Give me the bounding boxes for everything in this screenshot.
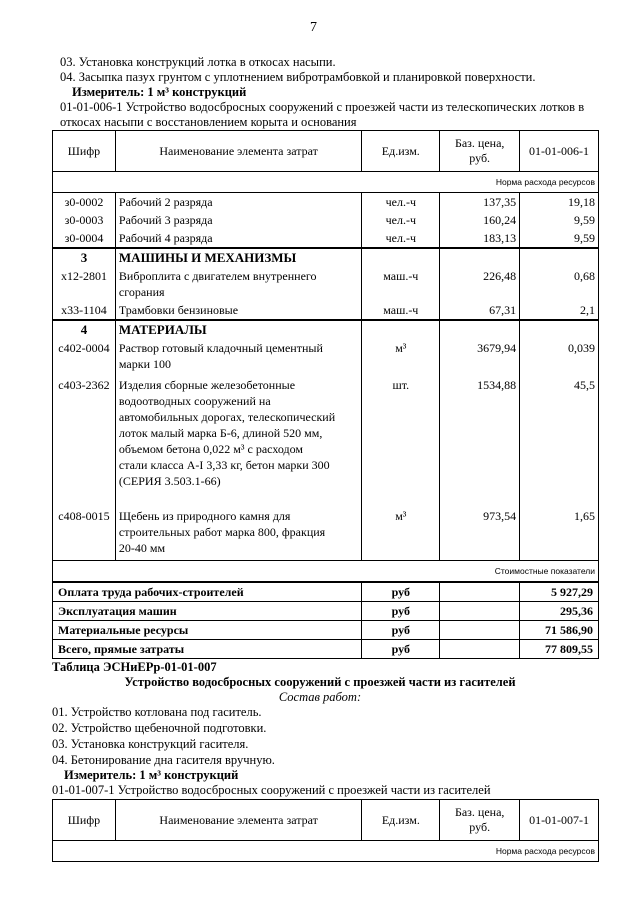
table-row: с402-0004 Раствор готовый кладочный цементный марки 100 м³ 3679,94 0,039	[53, 339, 599, 373]
table-row: з0-0003 Рабочий 3 разряда чел.-ч 160,24 9,59	[53, 211, 599, 229]
resource-table-1	[52, 130, 599, 659]
table-header	[53, 131, 599, 172]
total-row: Оплата труда рабочих-строителей руб 5 927,29	[53, 582, 599, 602]
header-price: Баз. цена, руб.	[440, 131, 520, 172]
table-header	[53, 800, 599, 841]
measure-unit-2: Измеритель: 1 м³ конструкций	[64, 768, 239, 782]
total-row: Эксплуатация машин руб 295,36	[53, 602, 599, 621]
page-number: 7	[310, 20, 317, 35]
resource-table-2	[52, 799, 599, 862]
table-row: с408-0015 Щебень из природного камня для строительных работ марка 800, фракция 20-40 мм м³ 973,54 1,65	[53, 490, 599, 561]
header-unit: Ед.изм.	[362, 800, 440, 841]
norm-label: Норма расхода ресурсов	[53, 841, 599, 862]
header-unit: Ед.изм.	[362, 131, 440, 172]
norm-description-line2: откосах насыпи с восстановлением корыта и основания	[60, 115, 357, 129]
header-norm: 01-01-007-1	[520, 800, 599, 841]
table2-title: Таблица ЭСНиЕРр-01-01-007	[52, 660, 217, 674]
works-label: Состав работ:	[278, 690, 362, 704]
table-row: з0-0004 Рабочий 4 разряда чел.-ч 183,13 9,59	[53, 229, 599, 248]
norm-description-2: 01-01-007-1 Устройство водосбросных сооружений с проезжей части из гасителей	[52, 783, 491, 797]
work-item: 03. Установка конструкций гасителя.	[52, 737, 249, 751]
work-item: 04. Бетонирование дна гасителя вручную.	[52, 753, 275, 767]
norm-description-line1: 01-01-006-1 Устройство водосбросных сооружений с проезжей части из телескопических лотков в	[60, 100, 585, 114]
table-row: х12-2801 Виброплита с двигателем внутреннего сгорания маш.-ч 226,48 0,68	[53, 267, 599, 301]
work-step-03: 03. Установка конструкций лотка в откосах насыпи.	[60, 55, 336, 69]
work-item: 01. Устройство котлована под гаситель.	[52, 705, 262, 719]
header-name: Наименование элемента затрат	[115, 131, 361, 172]
table-row: х33-1104 Трамбовки бензиновые маш.-ч 67,31 2,1	[53, 301, 599, 320]
section-machines: 3 МАШИНЫ И МЕХАНИЗМЫ	[53, 248, 599, 267]
table-row: з0-0002 Рабочий 2 разряда чел.-ч 137,35 19,18	[53, 193, 599, 212]
header-code: Шифр	[53, 800, 116, 841]
table2-heading: Устройство водосбросных сооружений с проезжей части из гасителей	[124, 675, 516, 689]
total-row: Материальные ресурсы руб 71 586,90	[53, 621, 599, 640]
work-item: 02. Устройство щебеночной подготовки.	[52, 721, 267, 735]
work-step-04: 04. Засыпка пазух грунтом с уплотнением вибротрамбовкой и планировкой поверхности.	[60, 70, 536, 84]
norm-label: Норма расхода ресурсов	[53, 172, 599, 193]
header-price: Баз. цена, руб.	[440, 800, 520, 841]
section-materials: 4 МАТЕРИАЛЫ	[53, 320, 599, 339]
measure-unit: Измеритель: 1 м³ конструкций	[72, 85, 247, 99]
table-row: с403-2362 Изделия сборные железобетонные водоотводных сооружений на автомобильных дорогах, телескопический лоток малый марка Б-6, длиной 520 мм, объемом бетона 0,022 м³ с расходом стали класса А-I 3,33 кг, бетон марки 300 (СЕРИЯ 3.503.1-66) шт. 1534,88 45,5	[53, 373, 599, 490]
total-row: Всего, прямые затраты руб 77 809,55	[53, 640, 599, 659]
header-norm: 01-01-006-1	[520, 131, 599, 172]
cost-label: Стоимостные показатели	[53, 561, 599, 583]
header-name: Наименование элемента затрат	[115, 800, 361, 841]
header-code: Шифр	[53, 131, 116, 172]
